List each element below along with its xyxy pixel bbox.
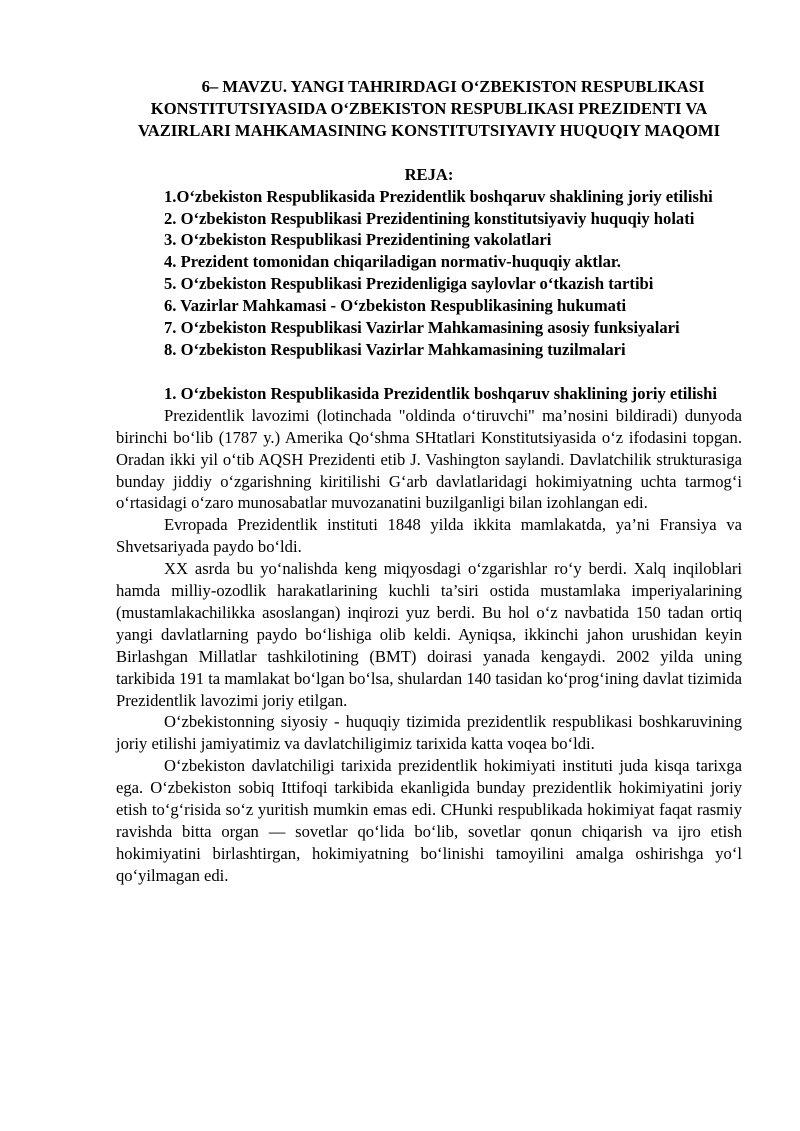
document-title: 6– MAVZU. YANGI TAHRIRDAGI O‘ZBEKISTON RESPUBLIKASI KONSTITUTSIYASIDA O‘ZBEKISTON RESPUBLIKASI PREZIDENTI VA VAZIRLARI MAHKAMASINING KONSTITUTSIYAVIY HUQUQIY MAQOMI: [137, 77, 721, 140]
plan-item-6: 6. Vazirlar Mahkamasi - O‘zbekiston Respublikasining hukumati: [164, 296, 627, 316]
paragraph-3: XX asrda bu yo‘nalishda keng miqyosdagi o‘zgarishlar ro‘y berdi. Xalq inqiloblari hamda milliy-ozodlik harakatlarining kuchli ta’siri ostida mustamlaka imperiyalarining (mustamlakachilikka asoslangan) inqirozi yuz berdi. Bu hol o‘z navbatida 150 tadan ortiq yangi davlatlarning paydo bo‘lishiga olib keldi. Ayniqsa, ikkinchi jahon urushidan keyin Birlashgan Millatlar tashkilotining (BMT) doirasi yanada kengaydi. 2002 yilda uning tarkibida 191 ta mamlakat bo‘lgan bo‘lsa, shulardan 140 tasidan ko‘prog‘ining davlat tizimida Prezidentlik lavozimi joriy etilgan.: [116, 559, 742, 710]
section-heading: 1. O‘zbekiston Respublikasida Prezidentlik boshqaruv shaklining joriy etilishi: [164, 383, 717, 403]
plan-item-8: 8. O‘zbekiston Respublikasi Vazirlar Mahkamasining tuzilmalari: [164, 339, 626, 359]
paragraph-4: O‘zbekistonning siyosiy - huquqiy tizimida prezidentlik respublikasi boshkaruvining joriy etilishi jamiyatimiz va davlatchiligimiz tarixida katta voqea bo‘ldi.: [116, 712, 742, 754]
plan-item-1: 1.O‘zbekiston Respublikasida Prezidentlik boshqaruv shaklining joriy etilishi: [164, 186, 713, 206]
plan-item-7: 7. O‘zbekiston Respublikasi Vazirlar Mahkamasining asosiy funksiyalari: [164, 318, 680, 338]
plan-list: [116, 186, 742, 361]
paragraph-5: O‘zbekiston davlatchiligi tarixida prezidentlik hokimiyati instituti juda kisqa tarixga ega. O‘zbekiston sobiq Ittifoqi tarkibida ekanligida bunday prezidentlik hokimiyatini joriy etish to‘g‘risida so‘z yuritish mumkin emas edi. CHunki respublikada hokimiyat faqat rasmiy ravishda bitta organ — sovetlar qo‘lida bo‘lib, sovetlar qonun chiqarish va ijro etish hokimiyatini birlashtirgan, hokimiyatning bo‘linishi tamoyilini amalga oshirishga yo‘l qo‘yilmagan edi.: [116, 756, 742, 885]
paragraph-2: Evropada Prezidentlik instituti 1848 yilda ikkita mamlakatda, ya’ni Fransiya va Shvetsariyada paydo bo‘ldi.: [116, 515, 742, 557]
plan-heading: REJA:: [404, 164, 454, 184]
document-page: [116, 76, 742, 887]
plan-item-3: 3. O‘zbekiston Respublikasi Prezidentining vakolatlari: [164, 230, 552, 250]
plan-item-4: 4. Prezident tomonidan chiqariladigan normativ-huquqiy aktlar.: [164, 252, 621, 272]
plan-item-2: 2. O‘zbekiston Respublikasi Prezidentining konstitutsiyaviy huquqiy holati: [164, 208, 695, 228]
paragraph-1: Prezidentlik lavozimi (lotinchada "oldinda o‘tiruvchi" ma’nosini bildiradi) dunyoda birinchi bo‘lib (1787 y.) Amerika Qo‘shma SHtatlari Konstitutsiyasida o‘z ifodasini topgan. Oradan ikki yil o‘tib AQSH Prezidenti etib J. Vashington saylandi. Davlatchilik strukturasiga bunday jiddiy o‘zgarishning kiritilishi G‘arb davlatlaridagi hokimiyatning uchta tarmog‘i o‘rtasidagi o‘zaro munosabatlar muvozanatini buzilganligi bilan izohlangan edi.: [116, 405, 742, 513]
plan-item-5: 5. O‘zbekiston Respublikasi Prezidenligiga saylovlar o‘tkazish tartibi: [164, 274, 654, 294]
